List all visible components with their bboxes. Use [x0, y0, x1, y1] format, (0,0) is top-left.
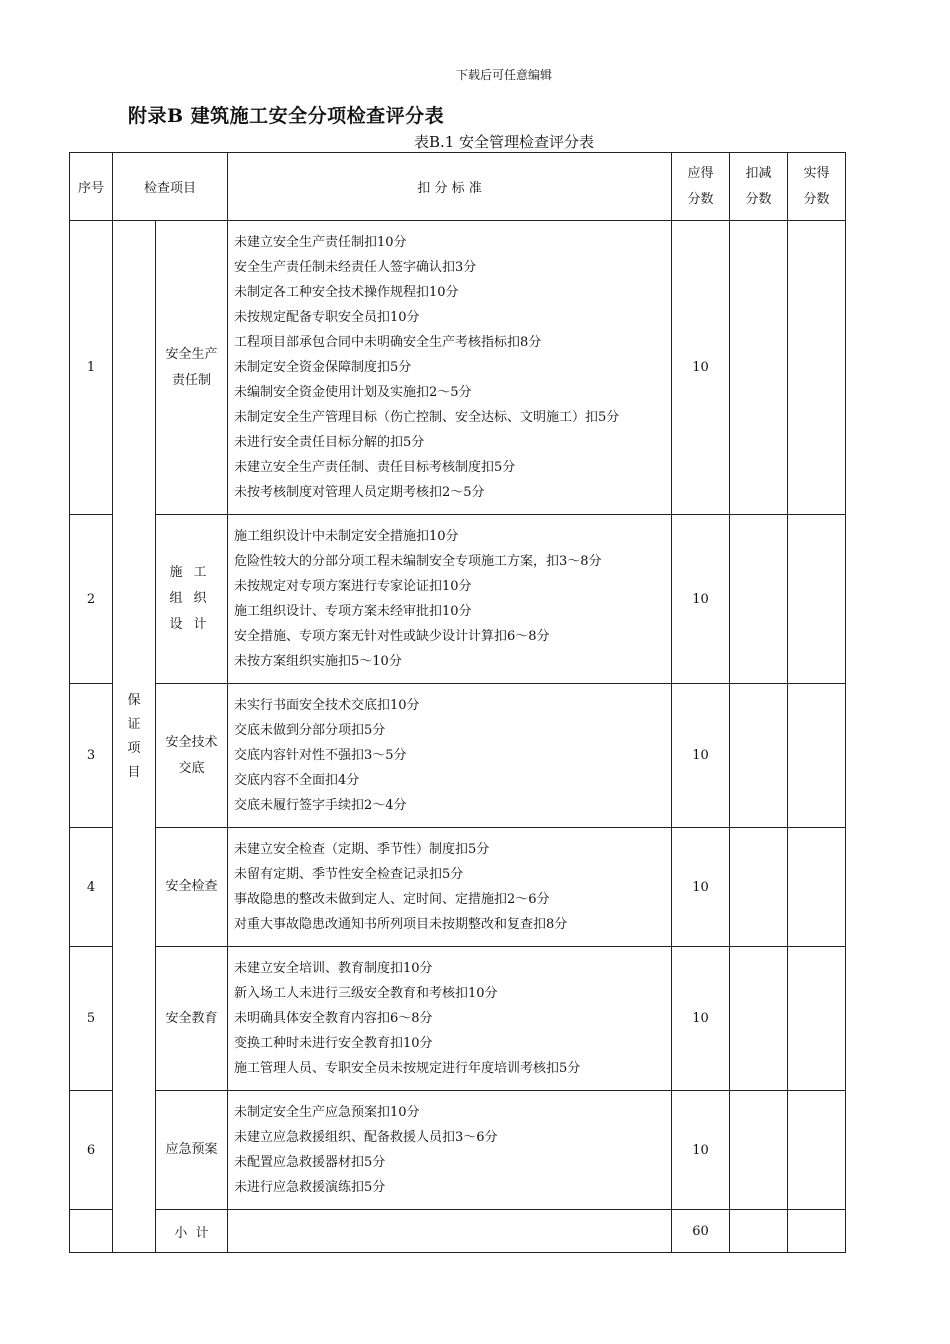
table-row — [70, 684, 846, 828]
criteria-line: 未建立安全生产责任制、责任目标考核制度扣5分 — [234, 460, 516, 475]
row-actual-score[interactable] — [788, 1091, 846, 1210]
header-note: 下载后可任意编辑 — [455, 68, 552, 82]
criteria-line: 危险性较大的分部分项工程未编制安全专项施工方案，扣3～8分 — [234, 554, 602, 569]
row-item: 应急预案 — [165, 1142, 218, 1157]
row-item-cell — [156, 515, 228, 684]
row-seq: 6 — [70, 1091, 113, 1210]
row-seq: 4 — [70, 828, 113, 947]
row-criteria — [228, 221, 672, 515]
criteria-line: 未建立安全培训、教育制度扣10分 — [234, 961, 433, 976]
criteria-line: 未制定各工种安全技术操作规程扣10分 — [234, 285, 459, 300]
row-item: 安全生产责任制 — [165, 346, 218, 388]
criteria-line: 未按规定对专项方案进行专家论证扣10分 — [234, 579, 472, 594]
row-seq: 3 — [70, 684, 113, 828]
row-item-cell — [156, 947, 228, 1091]
subtotal-seq — [70, 1210, 113, 1253]
table-row — [70, 828, 846, 947]
criteria-line: 未进行应急救援演练扣5分 — [234, 1180, 386, 1195]
criteria-line: 工程项目部承包合同中未明确安全生产考核指标扣8分 — [234, 335, 542, 350]
header-deduct-score — [730, 153, 788, 221]
header-criteria: 扣 分 标 准 — [228, 153, 672, 221]
criteria-line: 交底内容针对性不强扣3～5分 — [234, 748, 407, 763]
row-item-cell — [156, 684, 228, 828]
criteria-line: 未编制安全资金使用计划及实施扣2～5分 — [234, 385, 472, 400]
row-item-cell — [156, 1091, 228, 1210]
subtotal-criteria — [228, 1210, 672, 1253]
criteria-line: 未配置应急救援器材扣5分 — [234, 1155, 386, 1170]
row-criteria — [228, 947, 672, 1091]
row-actual-score[interactable] — [788, 947, 846, 1091]
header-check-item: 检查项目 — [113, 153, 228, 221]
appendix-title: 附录B 建筑施工安全分项检查评分表 — [128, 105, 445, 127]
criteria-line: 交底未做到分部分项扣5分 — [234, 723, 386, 738]
row-item-cell — [156, 221, 228, 515]
row-due-score: 10 — [672, 684, 730, 828]
table-row — [70, 1091, 846, 1210]
criteria-line: 未制定安全资金保障制度扣5分 — [234, 360, 412, 375]
row-item: 安全技术交底 — [165, 734, 218, 776]
row-seq: 5 — [70, 947, 113, 1091]
criteria-line: 未按规定配备专职安全员扣10分 — [234, 310, 420, 325]
criteria-line: 未按考核制度对管理人员定期考核扣2～5分 — [234, 485, 485, 500]
row-seq: 2 — [70, 515, 113, 684]
row-due-score: 10 — [672, 1091, 730, 1210]
criteria-line: 交底内容不全面扣4分 — [234, 773, 360, 788]
header-seq: 序号 — [70, 153, 113, 221]
row-deduct-score[interactable] — [730, 515, 788, 684]
header-actual-score — [788, 153, 846, 221]
criteria-line: 未按方案组织实施扣5～10分 — [234, 654, 402, 669]
row-deduct-score[interactable] — [730, 947, 788, 1091]
criteria-line: 事故隐患的整改未做到定人、定时间、定措施扣2～6分 — [234, 892, 550, 907]
row-due-score: 10 — [672, 221, 730, 515]
criteria-line: 未建立安全生产责任制扣10分 — [234, 235, 407, 250]
row-deduct-score[interactable] — [730, 221, 788, 515]
table-row — [70, 221, 846, 515]
row-due-score: 10 — [672, 828, 730, 947]
row-actual-score[interactable] — [788, 221, 846, 515]
criteria-line: 未建立应急救援组织、配备救援人员扣3～6分 — [234, 1130, 498, 1145]
row-criteria — [228, 515, 672, 684]
criteria-line: 未留有定期、季节性安全检查记录扣5分 — [234, 867, 464, 882]
row-actual-score[interactable] — [788, 684, 846, 828]
criteria-line: 新入场工人未进行三级安全教育和考核扣10分 — [234, 986, 498, 1001]
header-deduct-score-line1: 扣减 — [745, 165, 772, 181]
table-header-row — [70, 153, 846, 221]
subtotal-label: 小 计 — [156, 1210, 228, 1253]
row-item: 安全教育 — [165, 1010, 218, 1026]
row-deduct-score[interactable] — [730, 684, 788, 828]
row-due-score: 10 — [672, 947, 730, 1091]
row-deduct-score[interactable] — [730, 828, 788, 947]
row-due-score: 10 — [672, 515, 730, 684]
header-due-score-line1: 应得 — [687, 165, 714, 181]
row-item: 施工组织设计 — [169, 565, 218, 632]
subtotal-deduct-score[interactable] — [730, 1210, 788, 1253]
row-item: 安全检查 — [165, 879, 218, 894]
criteria-line: 未明确具体安全教育内容扣6～8分 — [234, 1011, 433, 1026]
criteria-line: 安全生产责任制未经责任人签字确认扣3分 — [234, 260, 477, 275]
header-due-score-line2: 分数 — [687, 191, 714, 207]
row-criteria — [228, 828, 672, 947]
header-actual-score-line2: 分数 — [803, 191, 830, 207]
criteria-line: 变换工种时未进行安全教育扣10分 — [234, 1036, 433, 1051]
group-label-cell — [113, 221, 156, 1253]
subtotal-due-score: 60 — [672, 1210, 730, 1253]
subtotal-actual-score[interactable] — [788, 1210, 846, 1253]
table-row — [70, 947, 846, 1091]
row-seq: 1 — [70, 221, 113, 515]
criteria-line: 施工管理人员、专职安全员未按规定进行年度培训考核扣5分 — [234, 1061, 581, 1076]
criteria-line: 对重大事故隐患改通知书所列项目未按期整改和复查扣8分 — [234, 917, 568, 932]
subtotal-row — [70, 1210, 846, 1253]
criteria-line: 交底未履行签字手续扣2～4分 — [234, 798, 407, 813]
table-title: 表B.1 安全管理检查评分表 — [413, 133, 595, 151]
criteria-line: 未建立安全检查（定期、季节性）制度扣5分 — [234, 842, 490, 857]
row-criteria — [228, 684, 672, 828]
criteria-line: 施工组织设计、专项方案未经审批扣10分 — [234, 604, 472, 619]
row-item-cell — [156, 828, 228, 947]
criteria-line: 未制定安全生产管理目标（伤亡控制、安全达标、文明施工）扣5分 — [234, 410, 620, 425]
header-deduct-score-line2: 分数 — [745, 191, 772, 207]
table-row — [70, 515, 846, 684]
row-actual-score[interactable] — [788, 515, 846, 684]
criteria-line: 未制定安全生产应急预案扣10分 — [234, 1105, 420, 1120]
header-due-score — [672, 153, 730, 221]
criteria-line: 未进行安全责任目标分解的扣5分 — [234, 435, 425, 450]
row-criteria — [228, 1091, 672, 1210]
criteria-line: 安全措施、专项方案无针对性或缺少设计计算扣6～8分 — [234, 629, 550, 644]
row-deduct-score[interactable] — [730, 1091, 788, 1210]
criteria-line: 施工组织设计中未制定安全措施扣10分 — [234, 529, 459, 544]
header-actual-score-line1: 实得 — [803, 165, 830, 181]
group-label: 保证项目 — [127, 692, 141, 780]
criteria-line: 未实行书面安全技术交底扣10分 — [234, 698, 420, 713]
row-actual-score[interactable] — [788, 828, 846, 947]
safety-management-score-table — [69, 152, 846, 1253]
